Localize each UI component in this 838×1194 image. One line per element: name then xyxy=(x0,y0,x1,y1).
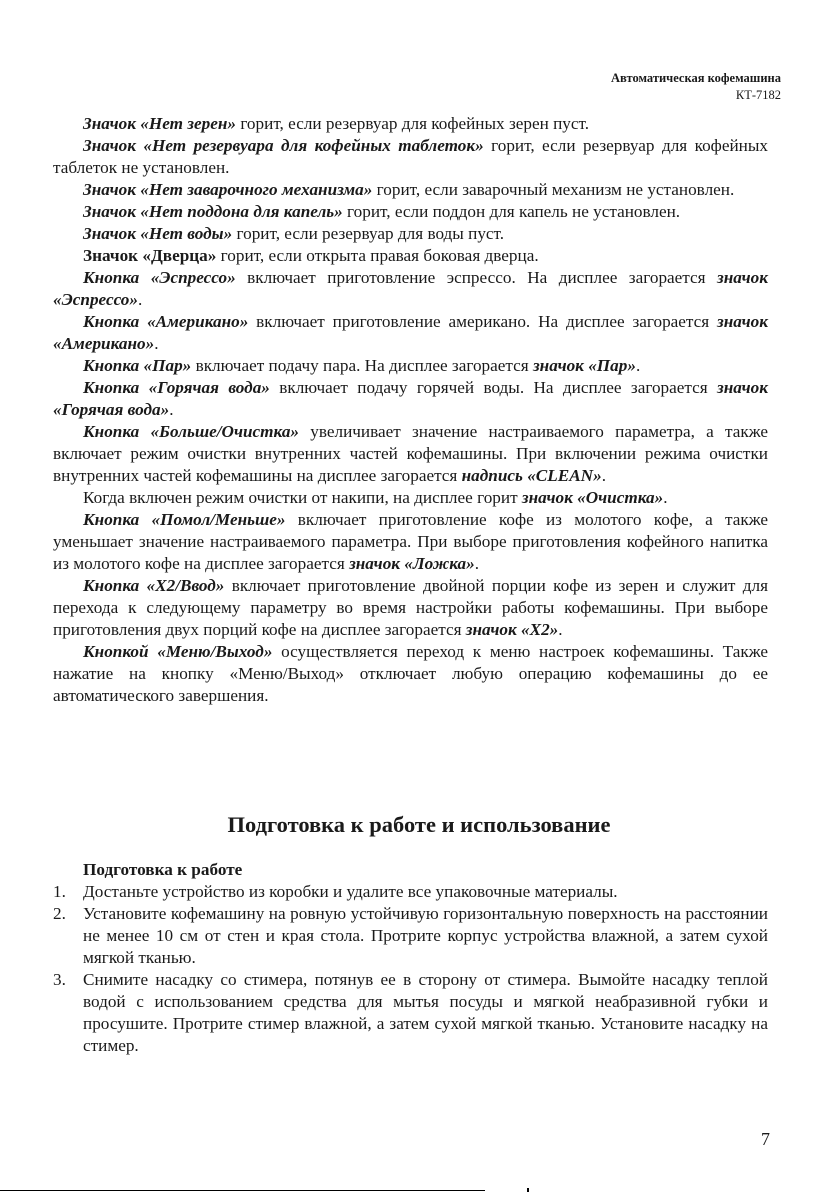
paragraph: Когда включен режим очистки от накипи, на дисплее горит значок «Очистка». xyxy=(83,488,668,507)
list-text: Снимите насадку со стимера, потянув ее в сторону от стимера. Вымойте насадку теплой водой с использованием средства для мытья посуды и мягкой неабразивной губки и просушите. Протрите стимер влажной, а затем сухой мягкой тканью. Установите насадку на стимер. xyxy=(83,970,768,1055)
paragraph: Кнопкой «Меню/Выход» осуществляется переход к меню настроек кофемашины. Также нажатие на кнопку «Меню/Выход» отключает любую операцию кофемашины до ее автоматического завершения. xyxy=(53,642,769,705)
list-text: Установите кофемашину на ровную устойчивую горизонтальную поверхность на расстоянии не менее 10 см от стен и края стола. Протрите корпус устройства влажной, а затем сухой мягкой тканью. xyxy=(83,904,768,967)
list-item xyxy=(53,881,768,903)
header-model: КТ-7182 xyxy=(735,88,781,102)
paragraph: Значок «Нет зерен» горит, если резервуар для кофейных зерен пуст. xyxy=(83,114,590,133)
header-title: Автоматическая кофемашина xyxy=(611,71,781,85)
paragraph: Значок «Нет воды» горит, если резервуар для воды пуст. xyxy=(83,224,505,243)
description-text xyxy=(53,113,768,707)
section-title: Подготовка к работе и использование xyxy=(227,812,611,837)
page-header xyxy=(611,70,781,104)
paragraph: Кнопка «Эспрессо» включает приготовление эспрессо. На дисплее загорается значок «Эспрессо». xyxy=(53,268,768,309)
section-subtitle: Подготовка к работе xyxy=(83,860,243,879)
footer-mark xyxy=(527,1188,529,1192)
footer-divider xyxy=(0,1190,485,1191)
paragraph: Значок «Нет поддона для капель» горит, если поддон для капель не установлен. xyxy=(83,202,681,221)
paragraph: Кнопка «Больше/Очистка» увеличивает значение настраиваемого параметра, а также включает режим очистки внутренних частей кофемашины. При включении режима очистки внутренних частей кофемашины на дисплее загорается надпись «CLEAN». xyxy=(53,422,768,485)
paragraph: Кнопка «Х2/Ввод» включает приготовление двойной порции кофе из зерен и служит для перехода к следующему параметру во время настройки работы кофемашины. При выборе приготовления двух порций кофе на дисплее загорается значок «Х2». xyxy=(53,576,768,639)
list-number: 3. xyxy=(53,970,66,989)
paragraph: Кнопка «Горячая вода» включает подачу горячей воды. На дисплее загорается значок «Горячая вода». xyxy=(53,378,768,419)
list-item xyxy=(53,969,768,1057)
paragraph: Значок «Дверца» горит, если открыта правая боковая дверца. xyxy=(83,246,539,265)
paragraph: Значок «Нет резервуара для кофейных таблеток» горит, если резервуар для кофейных таблеток не установлен. xyxy=(53,136,768,177)
instruction-list xyxy=(53,881,768,1057)
paragraph: Кнопка «Американо» включает приготовление американо. На дисплее загорается значок «Американо». xyxy=(53,312,768,353)
page-number: 7 xyxy=(761,1129,770,1149)
paragraph: Кнопка «Помол/Меньше» включает приготовление кофе из молотого кофе, а также уменьшает значение настраиваемого параметра. При выборе приготовления кофейного напитка из молотого кофе на дисплее загорается значок «Ложка». xyxy=(53,510,768,573)
paragraph: Кнопка «Пар» включает подачу пара. На дисплее загорается значок «Пар». xyxy=(83,356,641,375)
paragraph: Значок «Нет заварочного механизма» горит, если заварочный механизм не установлен. xyxy=(83,180,735,199)
list-number: 1. xyxy=(53,882,66,901)
list-item xyxy=(53,903,768,969)
list-number: 2. xyxy=(53,904,66,923)
list-text: Достаньте устройство из коробки и удалите все упаковочные материалы. xyxy=(83,882,618,901)
